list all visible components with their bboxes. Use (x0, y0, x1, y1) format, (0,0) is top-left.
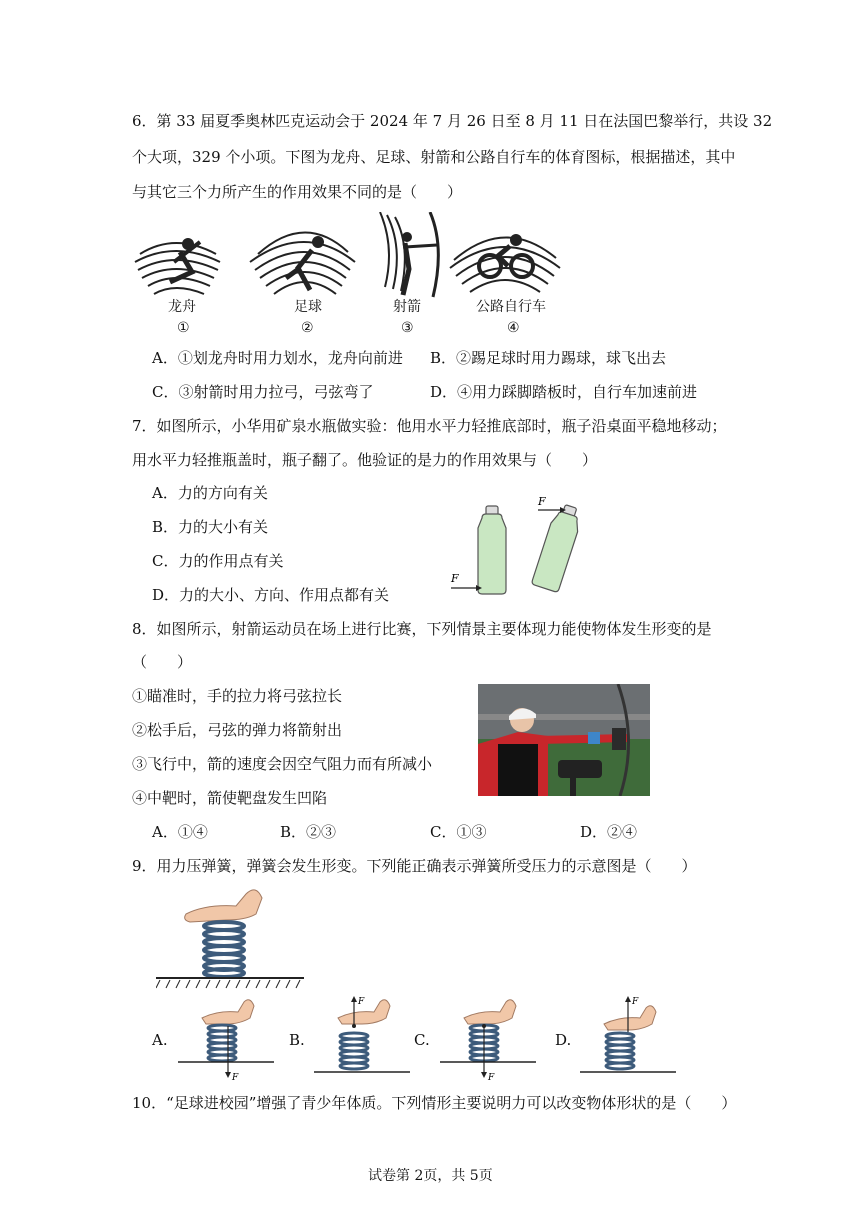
icon-label-4: 公路自行车 (476, 299, 546, 315)
q8-statement-1: ①瞄准时，手的拉力将弓弦拉长 (132, 687, 343, 705)
archery-icon (380, 212, 438, 297)
spring-option-b (314, 996, 410, 1082)
q8-option-a: A．①④ (152, 823, 208, 841)
icon-num-1: ① (177, 320, 190, 336)
tilted-bottle (531, 502, 584, 592)
q6-option-d: D．④用力踩脚踏板时，自行车加速前进 (430, 383, 698, 401)
spring-main-figure (156, 884, 306, 990)
force-label-b: F (358, 997, 365, 1007)
q6-line1: 6．第 33 届夏季奥林匹克运动会于 2024 年 7 月 26 日至 8 月 11 日在法国巴黎举行，共设 32 (132, 112, 773, 130)
q7-option-b: B．力的大小有关 (152, 518, 269, 536)
icon-label-2: 足球 (294, 299, 322, 315)
q8-option-c: C．①③ (430, 823, 487, 841)
q7-option-d: D．力的大小、方向、作用点都有关 (152, 586, 390, 604)
spring-option-c (440, 996, 536, 1082)
force-label-d: F (632, 997, 639, 1007)
icon-label-3: 射箭 (393, 299, 421, 315)
q8-line2: （ ） (132, 653, 193, 671)
force-label-c: F (488, 1073, 495, 1082)
q6-line3: 与其它三个力所产生的作用效果不同的是（ ） (132, 183, 463, 201)
archer-photo (478, 684, 650, 796)
q10-line1: 10．“足球进校园”增强了青少年体质。下列情形主要说明力可以改变物体形状的是（ ） (132, 1094, 737, 1112)
q7-line2: 用水平力轻推瓶盖时，瓶子翻了。他验证的是力的作用效果与（ ） (132, 451, 598, 469)
page-footer: 试卷第 2页，共 5页 (368, 1168, 493, 1184)
q8-line1: 8．如图所示，射箭运动员在场上进行比赛，下列情景主要体现力能使物体发生形变的是 (132, 620, 712, 638)
q7-option-c: C．力的作用点有关 (152, 552, 284, 570)
q7-option-a: A．力的方向有关 (152, 484, 268, 502)
icon-num-3: ③ (401, 320, 414, 336)
spring-coils (204, 922, 244, 977)
q8-option-b: B．②③ (280, 823, 337, 841)
q6-option-a: A．①划龙舟时用力划水，龙舟向前进 (152, 349, 403, 367)
q9-option-b-label: B. (289, 1031, 305, 1049)
force-label-bottom: F (451, 572, 459, 585)
upright-bottle (478, 506, 506, 594)
q6-option-c: C．③射箭时用力拉弓，弓弦弯了 (152, 383, 374, 401)
force-label-a: F (232, 1073, 239, 1082)
q9-option-a-label: A. (152, 1031, 168, 1049)
q8-option-d: D．②④ (580, 823, 638, 841)
icon-label-1: 龙舟 (168, 299, 196, 315)
q9-option-d-label: D. (555, 1031, 572, 1049)
q8-statement-2: ②松手后，弓弦的弹力将箭射出 (132, 721, 343, 739)
q9-line1: 9．用力压弹簧，弹簧会发生形变。下列能正确表示弹簧所受压力的示意图是（ ） (132, 857, 697, 875)
spring-option-d (580, 996, 676, 1082)
q6-option-b: B．②踢足球时用力踢球，球飞出去 (430, 349, 667, 367)
olympic-icons-figure (130, 212, 570, 308)
icon-num-2: ② (301, 320, 314, 336)
cycling-icon (450, 235, 560, 292)
q9-option-c-label: C. (414, 1031, 430, 1049)
football-icon (250, 232, 355, 294)
q7-line1: 7．如图所示，小华用矿泉水瓶做实验：他用水平力轻推底部时，瓶子沿桌面平稳地移动； (132, 417, 727, 435)
bottle-figure (446, 496, 596, 600)
icon-num-4: ④ (507, 320, 520, 336)
spring-option-a (178, 996, 274, 1082)
q8-statement-4: ④中靶时，箭使靶盘发生凹陷 (132, 789, 328, 807)
dragon-boat-icon (135, 239, 220, 294)
q8-statement-3: ③飞行中，箭的速度会因空气阻力而有所减小 (132, 755, 433, 773)
q6-line2: 个大项，329 个小项。下图为龙舟、足球、射箭和公路自行车的体育图标，根据描述，其中 (132, 148, 736, 166)
force-label-top: F (538, 496, 546, 508)
